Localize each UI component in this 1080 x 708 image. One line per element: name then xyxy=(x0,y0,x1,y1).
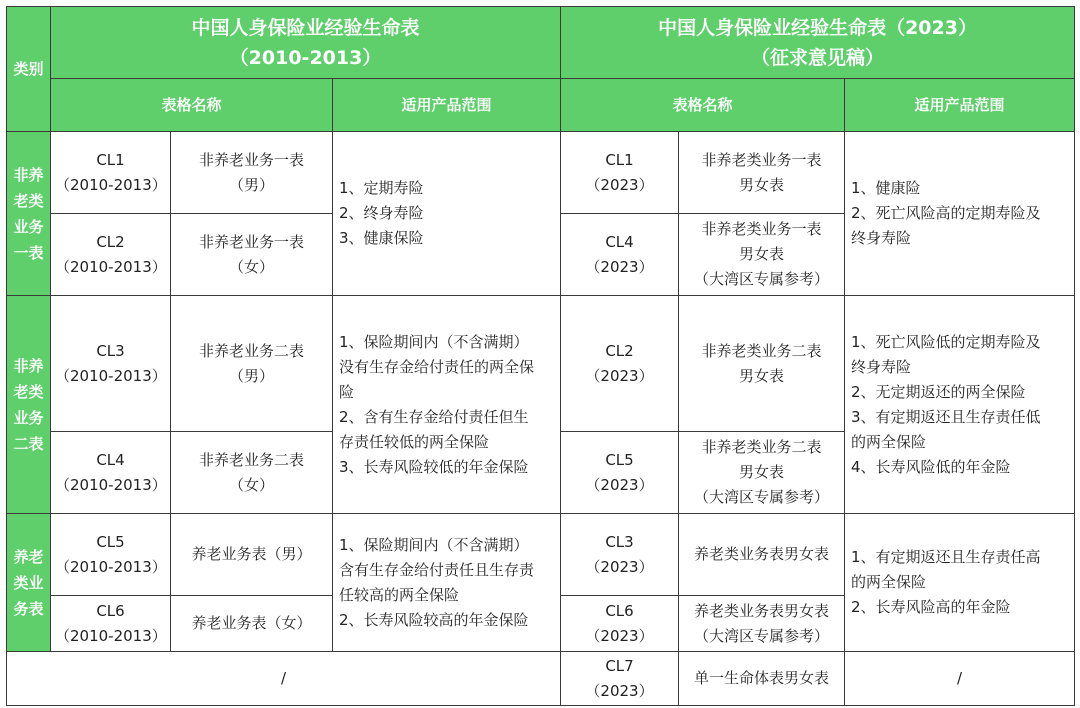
new-code-cell xyxy=(561,214,679,296)
old-empty-cell: / xyxy=(7,652,561,706)
new-name-cell xyxy=(679,214,845,296)
code-line: CL6 xyxy=(96,601,125,620)
scope-line: 1、定期寿险 xyxy=(339,179,424,197)
name-line: 非养老类业务一表 xyxy=(701,220,822,238)
old-code-cell xyxy=(51,432,171,514)
new-scope-cell xyxy=(845,514,1075,652)
code-line: （2023） xyxy=(585,475,654,494)
category-header: 类别 xyxy=(7,7,51,132)
new-name-cell xyxy=(679,132,845,214)
code-line: CL2 xyxy=(96,232,125,251)
right-table-name-header: 表格名称 xyxy=(561,79,845,132)
new-code-cell xyxy=(561,596,679,652)
new-scope-empty-cell: / xyxy=(845,652,1075,706)
new-code-cell xyxy=(561,514,679,596)
code-line: （2023） xyxy=(585,366,654,385)
code-line: （2023） xyxy=(585,557,654,576)
code-line: （2023） xyxy=(585,626,654,645)
name-line: 非养老业务一表 xyxy=(198,232,304,251)
new-scope-cell xyxy=(845,132,1075,296)
category-line: 一表 xyxy=(13,243,44,262)
name-line: 养老业务表（女） xyxy=(191,614,312,632)
old-code-cell xyxy=(51,514,171,596)
name-line: 男女表 xyxy=(739,175,785,194)
table-row xyxy=(7,652,1075,706)
name-line: 非养老类业务一表 xyxy=(701,150,822,169)
right-title-line1: 中国人身保险业经验生命表（2023） xyxy=(658,16,977,39)
scope-line: 1、保险期间内（不含满期） xyxy=(339,535,529,554)
code-line: （2023） xyxy=(585,175,654,194)
left-title-line2: （2010-2013） xyxy=(229,46,382,69)
code-line: （2010-2013） xyxy=(55,175,167,194)
scope-line: 的两全保险 xyxy=(851,432,927,451)
old-code-cell xyxy=(51,596,171,652)
category-line: 务表 xyxy=(13,599,44,618)
old-scope-cell xyxy=(333,132,561,296)
code-line: CL4 xyxy=(96,450,125,469)
category-cell xyxy=(7,132,51,296)
name-line: （女） xyxy=(228,475,274,494)
scope-line: 险 xyxy=(339,382,355,401)
scope-line: 2、长寿风险较高的年金保险 xyxy=(339,610,529,629)
category-line: 养老 xyxy=(13,547,44,566)
category-line: 业务 xyxy=(13,408,44,427)
name-line: （大湾区专属参考） xyxy=(694,488,830,506)
category-cell xyxy=(7,514,51,652)
scope-line: 没有生存金给付责任的两全保 xyxy=(339,357,535,376)
name-line: 养老类业务表男女表 xyxy=(694,545,830,563)
table-row xyxy=(7,514,1075,596)
new-name-cell xyxy=(679,432,845,514)
scope-line: 2、长寿风险高的年金险 xyxy=(851,598,1011,616)
name-line: 男女表 xyxy=(739,366,785,385)
category-cell xyxy=(7,296,51,514)
scope-line: 1、有定期返还且生存责任高 xyxy=(851,548,1041,566)
category-line: 类业 xyxy=(13,573,44,592)
left-title-header xyxy=(51,7,561,79)
scope-line: 3、有定期返还且生存责任低 xyxy=(851,407,1041,426)
new-code-cell xyxy=(561,132,679,214)
scope-line: 任较高的两全保险 xyxy=(339,585,460,604)
scope-line: 2、终身寿险 xyxy=(339,204,424,222)
category-line: 非养 xyxy=(13,356,44,375)
name-line: 非养老业务二表 xyxy=(198,450,304,469)
right-title-line2: （征求意见稿） xyxy=(751,46,885,69)
category-line: 业务 xyxy=(13,217,44,236)
life-table-comparison xyxy=(6,6,1075,706)
code-line: （2010-2013） xyxy=(55,626,167,645)
scope-line: 终身寿险 xyxy=(851,357,912,376)
scope-line: 2、死亡风险高的定期寿险及 xyxy=(851,204,1041,222)
code-line: CL3 xyxy=(605,532,634,551)
code-line: （2023） xyxy=(585,681,654,700)
old-scope-cell xyxy=(333,296,561,514)
table-row xyxy=(7,132,1075,214)
code-line: CL3 xyxy=(96,341,125,360)
scope-line: 1、保险期间内（不含满期） xyxy=(339,332,529,351)
name-line: 男女表 xyxy=(739,463,785,481)
name-line: （大湾区专属参考） xyxy=(694,626,830,645)
code-line: CL1 xyxy=(96,150,125,169)
code-line: CL6 xyxy=(605,601,634,620)
scope-line: 3、长寿风险较低的年金保险 xyxy=(339,457,529,476)
name-line: 非养老类业务二表 xyxy=(701,438,822,456)
old-scope-cell xyxy=(333,514,561,652)
new-code-cell xyxy=(561,296,679,432)
category-line: 二表 xyxy=(13,434,44,453)
new-scope-cell xyxy=(845,296,1075,514)
name-line: （男） xyxy=(228,366,274,385)
scope-line: 的两全保险 xyxy=(851,573,927,591)
name-line: 养老业务表（男） xyxy=(191,545,312,563)
table-row xyxy=(7,296,1075,432)
left-scope-header: 适用产品范围 xyxy=(333,79,561,132)
name-line: 非养老类业务二表 xyxy=(701,341,822,360)
code-line: CL1 xyxy=(605,150,634,169)
scope-line: 1、健康险 xyxy=(851,179,921,197)
right-title-header xyxy=(561,7,1075,79)
old-name-cell xyxy=(171,214,333,296)
left-table-name-header: 表格名称 xyxy=(51,79,333,132)
new-code-cell xyxy=(561,432,679,514)
scope-line: 4、长寿风险低的年金险 xyxy=(851,457,1011,476)
old-name-cell xyxy=(171,596,333,652)
old-name-cell xyxy=(171,514,333,596)
new-name-cell xyxy=(679,514,845,596)
name-line: 非养老业务二表 xyxy=(198,341,304,360)
name-line: （女） xyxy=(228,257,274,276)
old-name-cell xyxy=(171,432,333,514)
old-code-cell xyxy=(51,296,171,432)
code-line: （2023） xyxy=(585,257,654,276)
comparison-table xyxy=(6,6,1075,706)
name-line: （大湾区专属参考） xyxy=(694,270,830,288)
right-scope-header: 适用产品范围 xyxy=(845,79,1075,132)
code-line: （2010-2013） xyxy=(55,475,167,494)
scope-line: 3、健康保险 xyxy=(339,229,424,247)
code-line: CL7 xyxy=(605,656,634,675)
name-line: 非养老业务一表 xyxy=(198,150,304,169)
scope-line: 1、死亡风险低的定期寿险及 xyxy=(851,332,1041,351)
old-code-cell xyxy=(51,214,171,296)
scope-line: 终身寿险 xyxy=(851,229,912,247)
name-line: 养老类业务表男女表 xyxy=(694,601,830,620)
code-line: CL5 xyxy=(96,532,125,551)
new-name-cell: 单一生命体表男女表 xyxy=(679,652,845,706)
old-name-cell xyxy=(171,296,333,432)
category-line: 非养 xyxy=(13,165,44,184)
category-line: 老类 xyxy=(13,191,44,210)
code-line: CL4 xyxy=(605,232,634,251)
scope-line: 2、无定期返还的两全保险 xyxy=(851,382,1026,401)
code-line: CL2 xyxy=(605,341,634,360)
code-line: （2010-2013） xyxy=(55,557,167,576)
old-name-cell xyxy=(171,132,333,214)
scope-line: 2、含有生存金给付责任但生 xyxy=(339,407,529,426)
new-code-cell xyxy=(561,652,679,706)
new-name-cell xyxy=(679,296,845,432)
name-line: 男女表 xyxy=(739,245,785,263)
old-code-cell xyxy=(51,132,171,214)
name-line: （男） xyxy=(228,175,274,194)
new-name-cell xyxy=(679,596,845,652)
scope-line: 存责任较低的两全保险 xyxy=(339,432,490,451)
code-line: CL5 xyxy=(605,450,634,469)
category-line: 老类 xyxy=(13,382,44,401)
left-title-line1: 中国人身保险业经验生命表 xyxy=(191,16,420,39)
code-line: （2010-2013） xyxy=(55,366,167,385)
scope-line: 含有生存金给付责任且生存责 xyxy=(339,560,535,579)
code-line: （2010-2013） xyxy=(55,257,167,276)
